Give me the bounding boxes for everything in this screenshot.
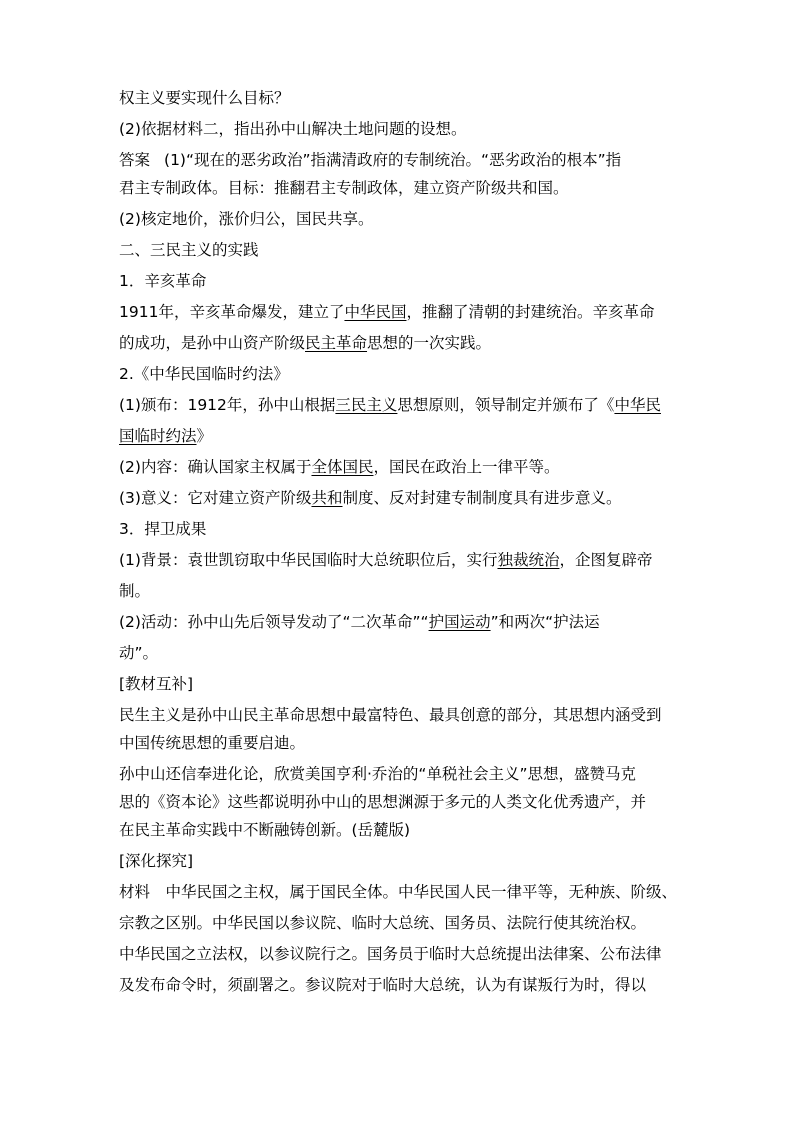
subsection-2-line-4: (3)意义：它对建立资产阶级共和制度、反对封建专制制度具有进步意义。 <box>119 489 622 507</box>
subsection-3-title: 3．捍卫成果 <box>119 520 207 538</box>
subsection-2-line-1: (1)颁布：1912年，孙中山根据三民主义思想原则，领导制定并颁布了《中华民 <box>119 396 661 414</box>
material-line-4: 及发布命令时，须副署之。参议院对于临时大总统，认为有谋叛行为时，得以 <box>119 976 647 994</box>
material-line-1: 材料 中华民国之主权，属于国民全体。中华民国人民一律平等，无种族、阶级、 <box>119 883 678 901</box>
supplement-line-3: 孙中山还信奉进化论，欣赏美国亨利·乔治的“单税社会主义”思想，盛赞马克 <box>119 765 636 783</box>
blank-answer: 三民主义 <box>335 396 398 414</box>
subsection-1-line-1: 1911年，辛亥革命爆发，建立了中华民国，推翻了清朝的封建统治。辛亥革命 <box>119 303 655 321</box>
answer-line-3: (2)核定地价，涨价归公，国民共享。 <box>119 210 374 228</box>
section-heading: 二、三民主义的实践 <box>119 241 259 259</box>
blank-answer: 中华民国 <box>344 303 407 321</box>
material-line-3: 中华民国之立法权，以参议院行之。国务员于临时大总统提出法律案、公布法律 <box>119 945 662 963</box>
subsection-3-line-3: (2)活动：孙中山先后领导发动了“二次革命”“护国运动”和两次“护法运 <box>119 613 600 631</box>
supplement-title: [教材互补] <box>119 675 194 693</box>
answer-line-2: 君主专制政体。目标：推翻君主专制政体，建立资产阶级共和国。 <box>119 179 569 197</box>
blank-answer: 全体国民 <box>311 458 374 476</box>
blank-answer: 国临时约法 <box>119 427 197 445</box>
subsection-2-line-3: (2)内容：确认国家主权属于全体国民，国民在政治上一律平等。 <box>119 458 560 476</box>
document-page <box>119 88 679 1006</box>
answer-line-1: 答案 (1)“现在的恶劣政治”指满清政府的专制统治。“恶劣政治的根本”指 <box>119 151 622 169</box>
question-2: (2)依据材料二，指出孙中山解决土地问题的设想。 <box>119 120 467 138</box>
subsection-1-title: 1．辛亥革命 <box>119 272 207 290</box>
supplement-line-2: 中国传统思想的重要启迪。 <box>119 734 306 752</box>
material-line-2: 宗教之区别。中华民国以参议院、临时大总统、国务员、法院行使其统治权。 <box>119 914 647 932</box>
supplement-line-4: 思的《资本论》这些都说明孙中山的思想渊源于多元的人类文化优秀遗产，并 <box>119 793 647 811</box>
answer-label: 答案 <box>119 151 151 169</box>
subsection-3-line-1: (1)背景：袁世凯窃取中华民国临时大总统职位后，实行独裁统治，企图复辟帝 <box>119 551 653 569</box>
question-1-tail: 权主义要实现什么目标？ <box>119 89 290 107</box>
blank-answer: 共和 <box>311 489 343 507</box>
subsection-3-line-4: 动”。 <box>119 644 159 662</box>
subsection-2-line-2: 国临时约法》 <box>119 427 213 445</box>
subsection-2-title: 2.《中华民国临时约法》 <box>119 365 289 383</box>
subsection-3-line-2: 制。 <box>119 582 151 600</box>
blank-answer: 民主革命 <box>305 334 368 352</box>
supplement-line-5: 在民主革命实践中不断融铸创新。(岳麓版) <box>119 821 411 839</box>
supplement-line-1: 民生主义是孙中山民主革命思想中最富特色、最具创意的部分，其思想内涵受到 <box>119 706 662 724</box>
deep-inquiry-title: [深化探究] <box>119 852 194 870</box>
blank-answer: 中华民 <box>614 396 661 414</box>
subsection-1-line-2: 的成功，是孙中山资产阶级民主革命思想的一次实践。 <box>119 334 492 352</box>
blank-answer: 护国运动 <box>428 613 491 631</box>
blank-answer: 独裁统治 <box>497 551 560 569</box>
